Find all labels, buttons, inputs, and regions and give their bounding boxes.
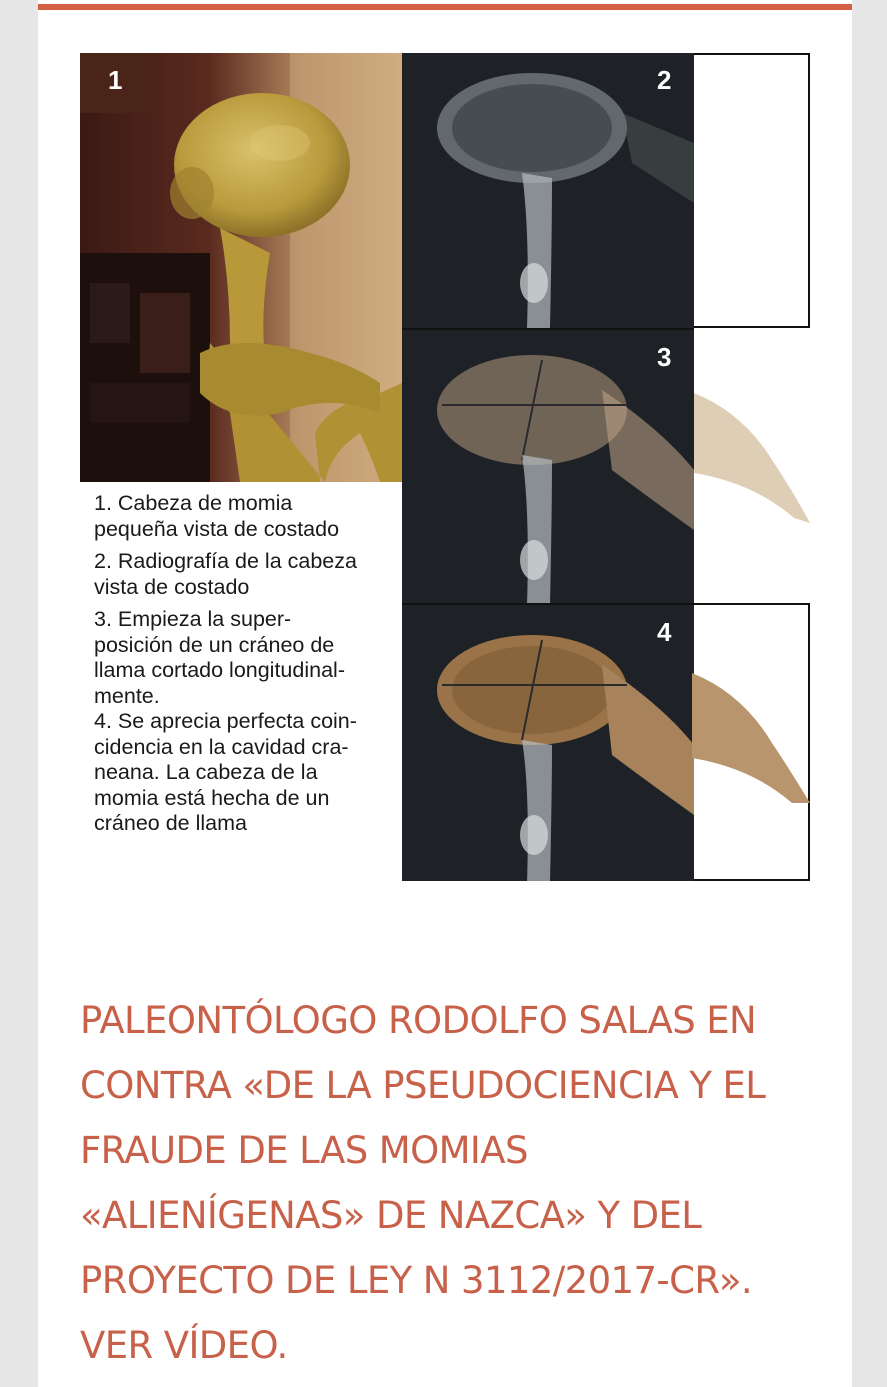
panel-number-1: 1	[108, 65, 123, 95]
caption-line: cidencia en la cavidad cra-	[94, 734, 349, 759]
caption-line: 3. Empieza la super-	[94, 607, 292, 631]
panel-2-margin	[692, 53, 810, 328]
caption-line: llama cortado longitudinal-	[94, 658, 345, 682]
caption-line: pequeña vista de costado	[94, 516, 340, 541]
mummy-photo	[80, 53, 402, 482]
headline-line: PALEONTÓLOGO RODOLFO SALAS EN	[80, 999, 757, 1042]
article-headline-link[interactable]	[80, 988, 800, 1378]
caption-line: 4. Se aprecia perfecta coin-	[94, 709, 357, 733]
caption-line: mente.	[94, 683, 160, 708]
caption-line: cráneo de llama	[94, 811, 247, 835]
comparison-figure[interactable]	[80, 53, 810, 881]
caption-line: momia está hecha de un	[94, 785, 330, 810]
xray-panel-4	[402, 603, 694, 881]
llama-skull-overlay-3	[694, 383, 810, 533]
headline-line: CONTRA «DE LA PSEUDOCIENCIA Y EL	[80, 1064, 766, 1107]
caption-line: neana. La cabeza de la	[94, 760, 318, 784]
mummy-photo-panel	[80, 53, 402, 482]
article-card	[38, 0, 852, 1387]
panel-number-4: 4	[657, 617, 672, 647]
figure-captions	[94, 491, 404, 837]
caption-line: vista de costado	[94, 574, 250, 599]
caption-3	[94, 607, 404, 709]
xray-image-2	[402, 53, 694, 328]
caption-line: 2. Radiografía de la cabeza	[94, 549, 357, 573]
caption-line: posición de un cráneo de	[94, 632, 335, 657]
accent-bar	[38, 4, 852, 10]
headline-line: «ALIENÍGENAS» DE NAZCA» Y DEL	[80, 1194, 702, 1237]
caption-4	[94, 709, 404, 837]
caption-1	[94, 491, 404, 542]
caption-2	[94, 549, 404, 600]
panel-number-3: 3	[657, 342, 672, 372]
xray-panel-3	[402, 328, 694, 603]
xray-panel-2	[402, 53, 694, 328]
xray-image-3	[402, 330, 694, 603]
headline-line: FRAUDE DE LAS MOMIAS	[80, 1129, 528, 1172]
caption-line: 1. Cabeza de momia	[94, 491, 293, 515]
panel-number-2: 2	[657, 65, 672, 95]
llama-skull-overlay-4	[692, 663, 810, 813]
headline-line: PROYECTO DE LEY N 3112/2017-CR».	[80, 1259, 753, 1302]
headline-line: VER VÍDEO.	[80, 1324, 288, 1367]
xray-image-4	[402, 605, 694, 881]
